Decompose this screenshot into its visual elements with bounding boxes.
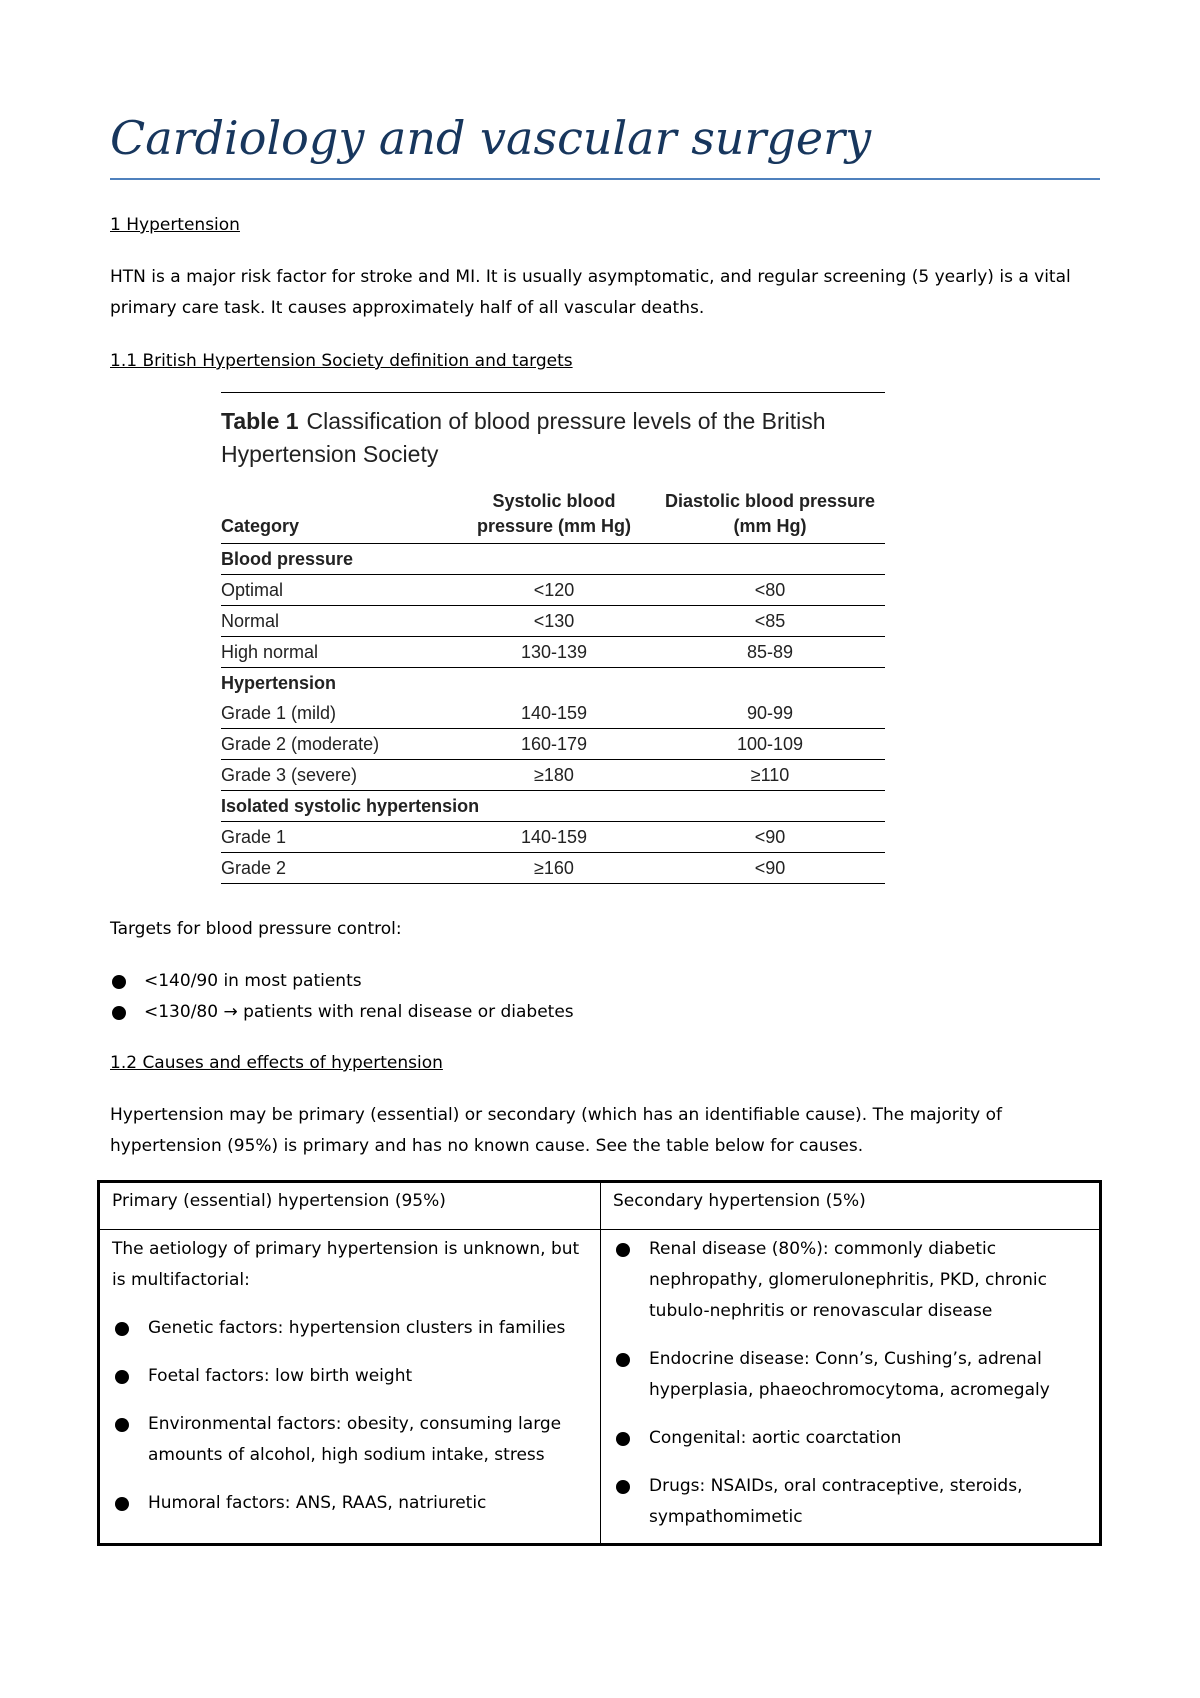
primary-header: Primary (essential) hypertension (95%): [99, 1182, 601, 1230]
table-header-row: [221, 487, 885, 544]
table-row: [221, 698, 885, 729]
causes-table: [97, 1180, 1102, 1546]
bullet-icon: [616, 1353, 630, 1367]
category-cell: Optimal: [221, 575, 453, 606]
group-label: Hypertension: [221, 673, 337, 693]
primary-cell: [99, 1230, 601, 1545]
diastolic-cell: ≥110: [655, 760, 885, 791]
secondary-cell: [601, 1230, 1101, 1545]
category-cell: Grade 1: [221, 822, 453, 853]
category-cell: Grade 2: [221, 853, 453, 884]
targets-list: [110, 966, 574, 1028]
bullet-icon: [616, 1432, 630, 1446]
diastolic-cell: <85: [655, 606, 885, 637]
figure-caption: [221, 393, 885, 471]
list-item: [613, 1423, 1089, 1454]
group-row: [221, 668, 885, 699]
category-cell: Normal: [221, 606, 453, 637]
primary-item-text: Environmental factors: obesity, consuming large amounts of alcohol, high sodium intake, stress: [148, 1414, 562, 1465]
list-item: [613, 1234, 1089, 1327]
list-item: [112, 1488, 590, 1519]
list-item: [112, 1361, 590, 1392]
section-heading-hypertension: 1 Hypertension: [110, 215, 240, 235]
category-cell: Grade 2 (moderate): [221, 729, 453, 760]
list-item: [110, 966, 574, 997]
systolic-cell: <130: [453, 606, 655, 637]
targets-label: Targets for blood pressure control:: [110, 919, 402, 939]
bullet-icon: [616, 1243, 630, 1257]
systolic-cell: ≥160: [453, 853, 655, 884]
secondary-item-text: Drugs: NSAIDs, oral contraceptive, steroids, sympathomimetic: [649, 1476, 1023, 1527]
table-row: [221, 637, 885, 668]
figure-label: Table 1: [221, 408, 299, 434]
group-row: [221, 791, 885, 822]
group-label: Blood pressure: [221, 544, 885, 575]
systolic-cell: ≥180: [453, 760, 655, 791]
diastolic-cell: <90: [655, 822, 885, 853]
group-row: [221, 544, 885, 575]
bullet-icon: [115, 1370, 129, 1384]
table-row: [221, 729, 885, 760]
causes-header-row: [99, 1182, 1101, 1230]
bullet-icon: [115, 1322, 129, 1336]
diastolic-cell: 90-99: [655, 698, 885, 729]
bhs-classification-figure: [221, 392, 885, 884]
primary-item-text: Humoral factors: ANS, RAAS, natriuretic: [148, 1493, 487, 1513]
category-cell: High normal: [221, 637, 453, 668]
table-row: [221, 760, 885, 791]
primary-item-text: Foetal factors: low birth weight: [148, 1366, 413, 1386]
table-row: [221, 575, 885, 606]
column-header-systolic: Systolic blood pressure (mm Hg): [453, 487, 655, 544]
section-heading-bhs-definition: 1.1 British Hypertension Society definition and targets: [110, 351, 573, 371]
list-item: [110, 997, 574, 1028]
target-text: <130/80 → patients with renal disease or diabetes: [144, 1002, 574, 1022]
bullet-icon: [616, 1480, 630, 1494]
secondary-item-text: Renal disease (80%): commonly diabetic nephropathy, glomerulonephritis, PKD, chronic tubulo-nephritis or renovascular disease: [649, 1239, 1047, 1321]
hypertension-intro-paragraph: HTN is a major risk factor for stroke and MI. It is usually asymptomatic, and regular screening (5 yearly) is a vital primary care task. It causes approximately half of all vascular deaths.: [110, 267, 1071, 318]
bhs-classification-table: [221, 487, 885, 884]
bullet-icon: [112, 975, 126, 989]
column-header-diastolic: Diastolic blood pressure (mm Hg): [655, 487, 885, 544]
category-cell: Grade 1 (mild): [221, 698, 453, 729]
page-title: Cardiology and vascular surgery: [110, 108, 1100, 180]
systolic-cell: 130-139: [453, 637, 655, 668]
bullet-icon: [112, 1006, 126, 1020]
bullet-icon: [115, 1418, 129, 1432]
secondary-header: Secondary hypertension (5%): [601, 1182, 1101, 1230]
secondary-item-text: Endocrine disease: Conn’s, Cushing’s, adrenal hyperplasia, phaeochromocytoma, acromegaly: [649, 1349, 1050, 1400]
category-cell: Grade 3 (severe): [221, 760, 453, 791]
bullet-icon: [115, 1497, 129, 1511]
systolic-cell: 160-179: [453, 729, 655, 760]
column-header-category: Category: [221, 487, 453, 544]
primary-list: [112, 1313, 590, 1519]
secondary-item-text: Congenital: aortic coarctation: [649, 1428, 902, 1448]
primary-intro: The aetiology of primary hypertension is unknown, but is multifactorial:: [112, 1239, 580, 1290]
diastolic-cell: <80: [655, 575, 885, 606]
secondary-list: [613, 1234, 1089, 1533]
table-row: [221, 822, 885, 853]
group-label: Isolated systolic hypertension: [221, 791, 885, 822]
list-item: [613, 1471, 1089, 1533]
diastolic-cell: 85-89: [655, 637, 885, 668]
list-item: [613, 1344, 1089, 1406]
table-row: [221, 853, 885, 884]
primary-item-text: Genetic factors: hypertension clusters in families: [148, 1318, 566, 1338]
causes-intro-paragraph: Hypertension may be primary (essential) or secondary (which has an identifiable cause). The majority of hypertension (95%) is primary and has no known cause. See the table below for causes.: [110, 1105, 1002, 1156]
figure-caption-text: Classification of blood pressure levels of the British Hypertension Society: [221, 408, 826, 467]
list-item: [112, 1409, 590, 1471]
list-item: [112, 1313, 590, 1344]
target-text: <140/90 in most patients: [144, 971, 362, 991]
diastolic-cell: <90: [655, 853, 885, 884]
systolic-cell: <120: [453, 575, 655, 606]
systolic-cell: 140-159: [453, 698, 655, 729]
systolic-cell: 140-159: [453, 822, 655, 853]
diastolic-cell: 100-109: [655, 729, 885, 760]
table-row: [221, 606, 885, 637]
section-heading-causes: 1.2 Causes and effects of hypertension: [110, 1053, 443, 1073]
causes-body-row: [99, 1230, 1101, 1545]
